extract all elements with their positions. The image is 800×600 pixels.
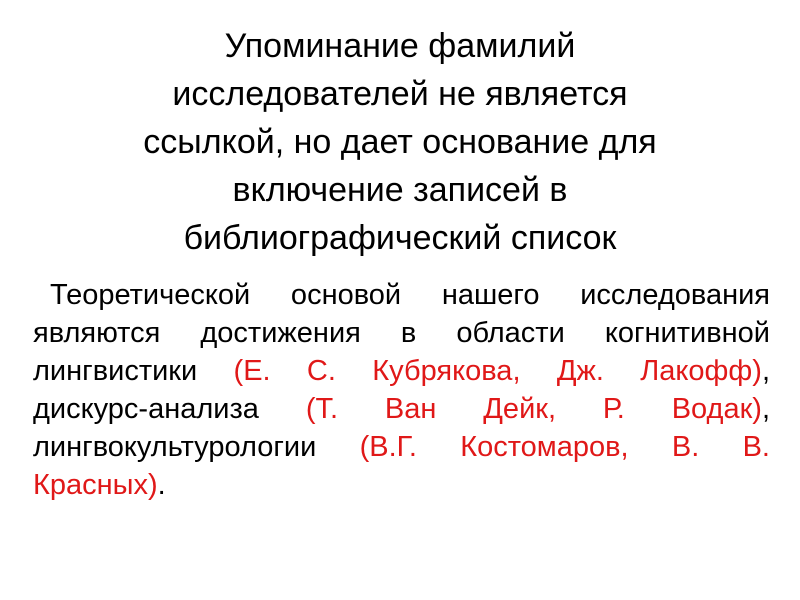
- text-segment: ,: [761, 355, 770, 387]
- text-segment: (Т. Ван Дейк, Р. Водак): [305, 393, 762, 425]
- text-segment: .: [157, 469, 166, 501]
- text-segment: (В.Г. Костомаров, В. В.: [359, 431, 770, 463]
- text-segment: ,: [761, 393, 771, 425]
- body-text-line: [33, 390, 770, 428]
- body-text-line: [33, 466, 770, 504]
- text-segment: дискурс-анализа: [33, 393, 306, 425]
- slide-body-paragraph: [33, 276, 770, 504]
- body-text-line: [33, 276, 770, 314]
- title-line: исследователей не является: [172, 75, 628, 113]
- title-line: библиографический список: [183, 219, 617, 257]
- title-line: Упоминание фамилий: [224, 27, 576, 65]
- text-segment: Красных): [33, 469, 158, 501]
- text-segment: (Е. С. Кубрякова, Дж. Лакофф): [233, 355, 762, 387]
- body-text-line: [33, 352, 770, 390]
- slide-title: [40, 22, 760, 262]
- text-segment: лингвистики: [33, 355, 234, 387]
- body-text-line: [33, 314, 770, 352]
- text-segment: являются достижения в области когнитивной: [33, 317, 770, 349]
- text-segment: лингвокультурологии: [33, 431, 360, 463]
- text-segment: Теоретической основой нашего исследования: [50, 279, 770, 311]
- title-line: включение записей в: [232, 171, 568, 209]
- body-text-line: [33, 428, 770, 466]
- title-line: ссылкой, но дает основание для: [143, 123, 657, 161]
